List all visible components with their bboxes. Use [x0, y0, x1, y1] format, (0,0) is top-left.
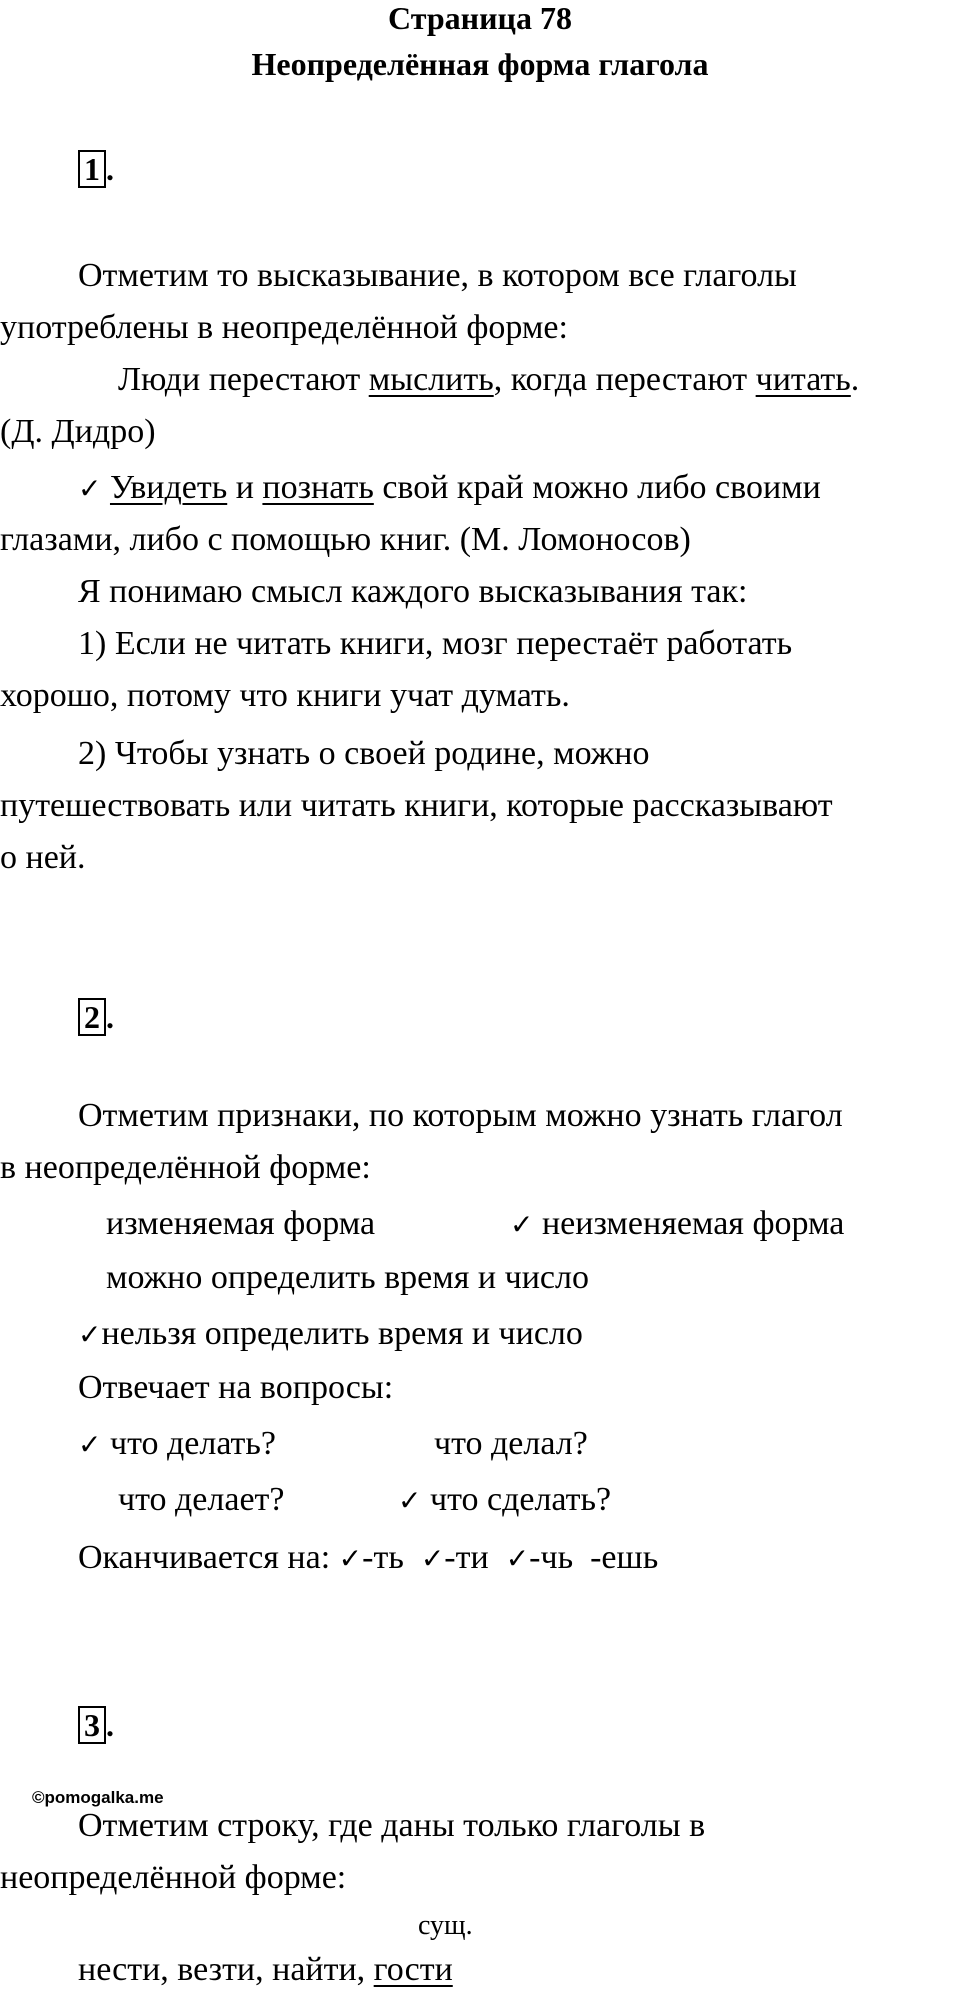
option-can-define-tense: можно определить время и число: [106, 1259, 589, 1296]
check-mark-icon: ✓: [505, 1542, 530, 1575]
task-2-number: 2 .: [78, 998, 114, 1036]
ending-ch: -чь: [529, 1539, 574, 1576]
meaning-2-line-2: путешествовать или читать книги, которые рассказывают: [0, 787, 833, 824]
endings-line: Оканчивается на: ✓-ть ✓-ти ✓-чь -ешь: [78, 1539, 659, 1576]
noun-guests: гости: [373, 1951, 453, 1988]
verb-think: мыслить: [368, 361, 494, 398]
task-2-intro-line-1: Отметим признаки, по которым можно узнать глагол: [78, 1097, 843, 1134]
quote-2-line-1: ✓ Увидеть и познать свой край можно либо своими: [78, 469, 821, 506]
ending-ti: -ти: [444, 1539, 489, 1576]
meaning-2-line-1: 2) Чтобы узнать о своей родине, можно: [78, 735, 650, 772]
check-mark-icon: ✓: [78, 472, 102, 505]
check-mark-icon: ✓: [420, 1542, 445, 1575]
verb-see: Увидеть: [109, 469, 228, 506]
check-mark-icon: ✓: [78, 1428, 102, 1461]
option-cannot-define-tense: ✓нельзя определить время и число: [78, 1315, 583, 1352]
question-chto-delal: что делал?: [434, 1425, 588, 1462]
questions-label: Отвечает на вопросы:: [78, 1369, 394, 1406]
meaning-2-line-3: о ней.: [0, 839, 86, 876]
quote-2-line-2: глазами, либо с помощью книг. (М. Ломоносов): [0, 521, 691, 558]
option-unchangeable-form: ✓ неизменяемая форма: [510, 1205, 845, 1242]
word-row: нести, везти, найти, гости: [78, 1951, 453, 1988]
check-mark-icon: ✓: [510, 1208, 534, 1241]
task-3-number: 3 .: [78, 1706, 114, 1744]
question-chto-sdelat: ✓ что сделать?: [398, 1481, 612, 1518]
task-3-intro-line-2: неопределённой форме:: [0, 1859, 347, 1896]
check-mark-icon: ✓: [398, 1484, 422, 1517]
page-title: Страница 78: [388, 0, 572, 36]
task-3-intro-line-1: Отметим строку, где даны только глаголы в: [78, 1807, 706, 1844]
meaning-1-line-1: 1) Если не читать книги, мозг перестаёт работать: [78, 625, 793, 662]
quote-1: Люди перестают мыслить, когда перестают читать.: [118, 361, 860, 398]
task-1-intro-line-2: употреблены в неопределённой форме:: [0, 309, 568, 346]
verb-read: читать: [755, 361, 851, 398]
meaning-intro: Я понимаю смысл каждого высказывания так:: [78, 573, 748, 610]
task-1-intro-line-1: Отметим то высказывание, в котором все глаголы: [78, 257, 797, 294]
quote-1-author: (Д. Дидро): [0, 413, 156, 450]
question-chto-delaet: что делает?: [118, 1481, 285, 1518]
ending-t: -ть: [362, 1539, 404, 1576]
task-1-number: 1 .: [78, 150, 114, 188]
task-2-intro-line-2: в неопределённой форме:: [0, 1149, 371, 1186]
question-chto-delat: ✓ что делать?: [78, 1425, 277, 1462]
watermark: ©pomogalka.me: [32, 1788, 164, 1807]
option-changeable-form: изменяемая форма: [106, 1205, 376, 1242]
meaning-1-line-2: хорошо, потому что книги учат думать.: [0, 677, 570, 714]
check-mark-icon: ✓: [78, 1318, 102, 1351]
noun-note: сущ.: [418, 1910, 473, 1941]
ending-esh: -ешь: [590, 1539, 659, 1576]
verb-know: познать: [262, 469, 374, 506]
check-mark-icon: ✓: [338, 1542, 363, 1575]
topic-title: Неопределённая форма глагола: [251, 46, 709, 82]
